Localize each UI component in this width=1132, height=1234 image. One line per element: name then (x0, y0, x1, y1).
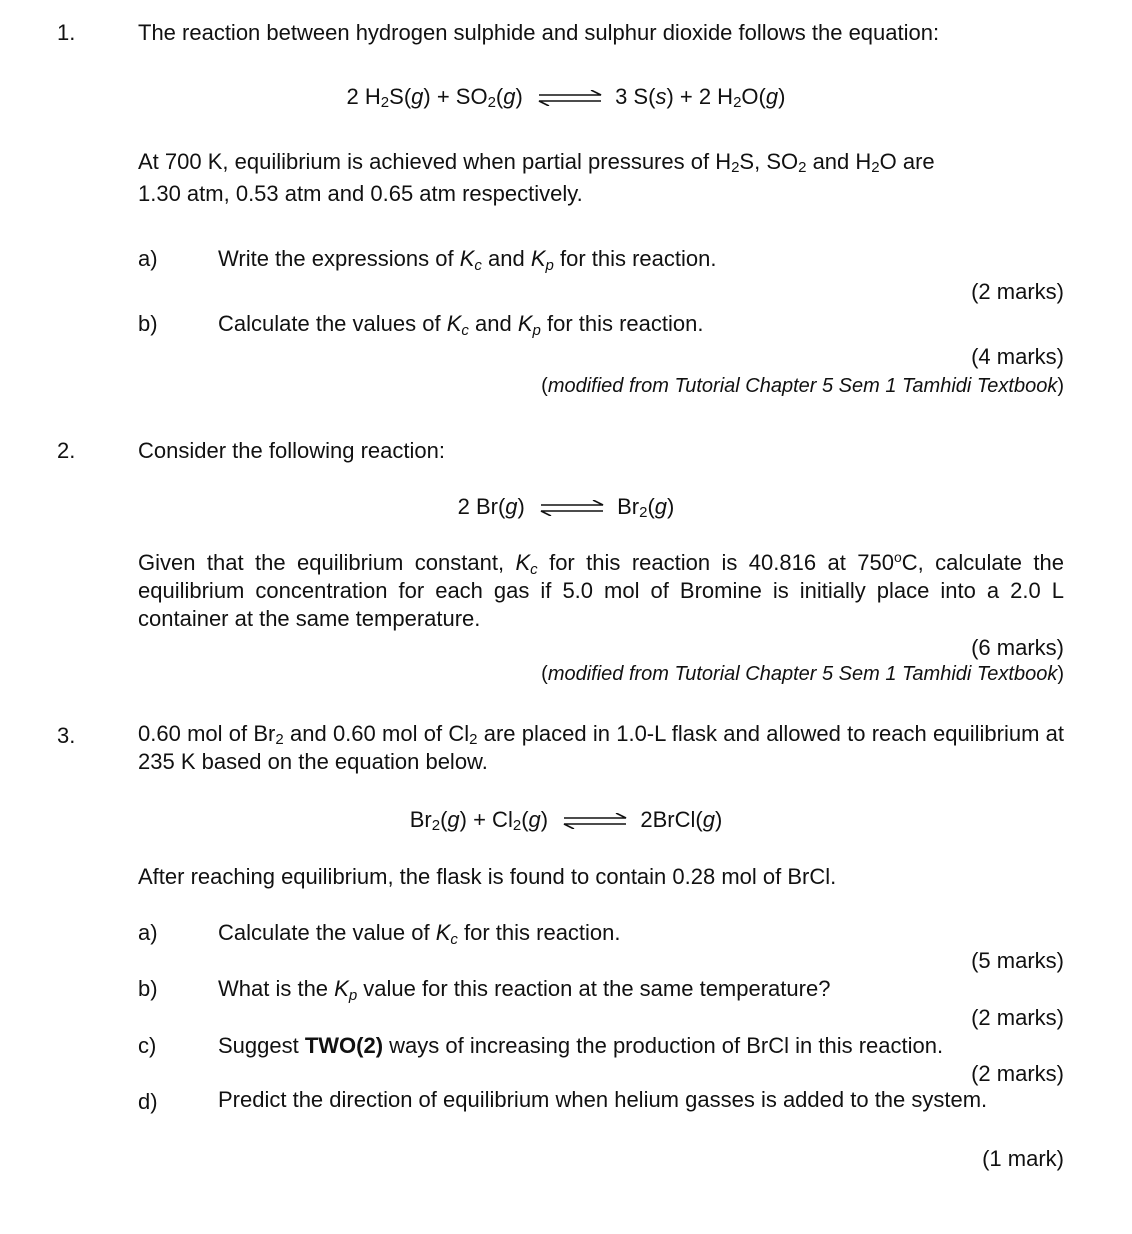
eq2-right: $Br_2(g)$ (617, 494, 675, 521)
eq1-right: 3 S(s) + 2 $H_2O(g)$ (615, 84, 786, 111)
q3-part-d-text: Predict the direction of equilibrium when helium gasses is added to the system. (218, 1087, 988, 1112)
q3-part-c-marks: (2 marks) (971, 1061, 1064, 1086)
q1-part-a-marks: (2 marks) (971, 279, 1064, 304)
question-3-after: After reaching equilibrium, the flask is found to contain 0.28 mol of BrCl. (138, 864, 837, 889)
eq2-left: 2 Br(g) (457, 494, 525, 519)
q1-part-b-label: b) (138, 311, 158, 336)
question-3-equation (0, 807, 1132, 834)
q2-source-note: (modified from Tutorial Chapter 5 Sem 1 Tamhidi Textbook) (541, 663, 1064, 685)
q1-part-a-text: Write the expressions of Kc and Kp for this reaction. (218, 246, 717, 274)
question-2-equation (0, 494, 1132, 521)
equilibrium-arrow-icon (537, 90, 603, 106)
q1-part-b-text: Calculate the values of Kc and Kp for this reaction. (218, 311, 704, 339)
question-1-given-line1: At 700 K, equilibrium is achieved when partial pressures of $H_2S$, $SO_2$ and $H_2O$ are (138, 149, 935, 176)
equilibrium-arrow-icon (562, 813, 628, 829)
question-1-intro: The reaction between hydrogen sulphide and sulphur dioxide follows the equation: (138, 20, 940, 45)
question-1-given-line2: 1.30 atm, 0.53 atm and 0.65 atm respectively. (138, 181, 583, 206)
q3-part-a-marks: (5 marks) (971, 948, 1064, 973)
q3-part-a-text: Calculate the value of Kc for this reaction. (218, 920, 621, 948)
question-1-equation (0, 84, 1132, 111)
q3-part-d-marks: (1 mark) (982, 1146, 1064, 1171)
question-3-paragraph: 0.60 mol of $Br_2$ and 0.60 mol of $Cl_2$ are placed in 1.0-L flask and allowed to reach equilibrium at 235 K based on the equation below. (138, 721, 1064, 774)
question-1-number: 1. (57, 20, 76, 45)
q3-part-c-text: Suggest TWO(2) ways of increasing the production of BrCl in this reaction. (218, 1033, 944, 1058)
q3-part-b-label: b) (138, 976, 158, 1001)
q3-part-d-label: d) (138, 1089, 158, 1114)
q1-source-note: (modified from Tutorial Chapter 5 Sem 1 Tamhidi Textbook) (541, 375, 1064, 397)
eq1-left: 2 $H_2S(g) + SO_2(g)$ (346, 84, 523, 111)
q3-part-b-marks: (2 marks) (971, 1005, 1064, 1030)
equilibrium-arrow-icon (539, 500, 605, 516)
q3-part-a-label: a) (138, 920, 158, 945)
question-3-number: 3. (57, 723, 76, 748)
question-2-intro: Consider the following reaction: (138, 438, 445, 463)
q3-part-c-label: c) (138, 1033, 157, 1058)
q1-part-a-label: a) (138, 246, 158, 271)
question-2-number: 2. (57, 438, 76, 463)
eq3-right: 2BrCl(g) (640, 807, 723, 832)
q2-marks: (6 marks) (971, 635, 1064, 660)
q3-part-b-text: What is the Kp value for this reaction at the same temperature? (218, 976, 831, 1004)
eq3-left: $Br_2(g) + Cl_2(g)$ (409, 807, 549, 834)
q1-part-b-marks: (4 marks) (971, 344, 1064, 369)
question-2-paragraph: Given that the equilibrium constant, Kc for this reaction is 40.816 at 750$^o$C, calculate the equilibrium concentration for each gas if 5.0 mol of Bromine is initially place into a 2.0 L container at the same temperature. (138, 549, 1065, 631)
